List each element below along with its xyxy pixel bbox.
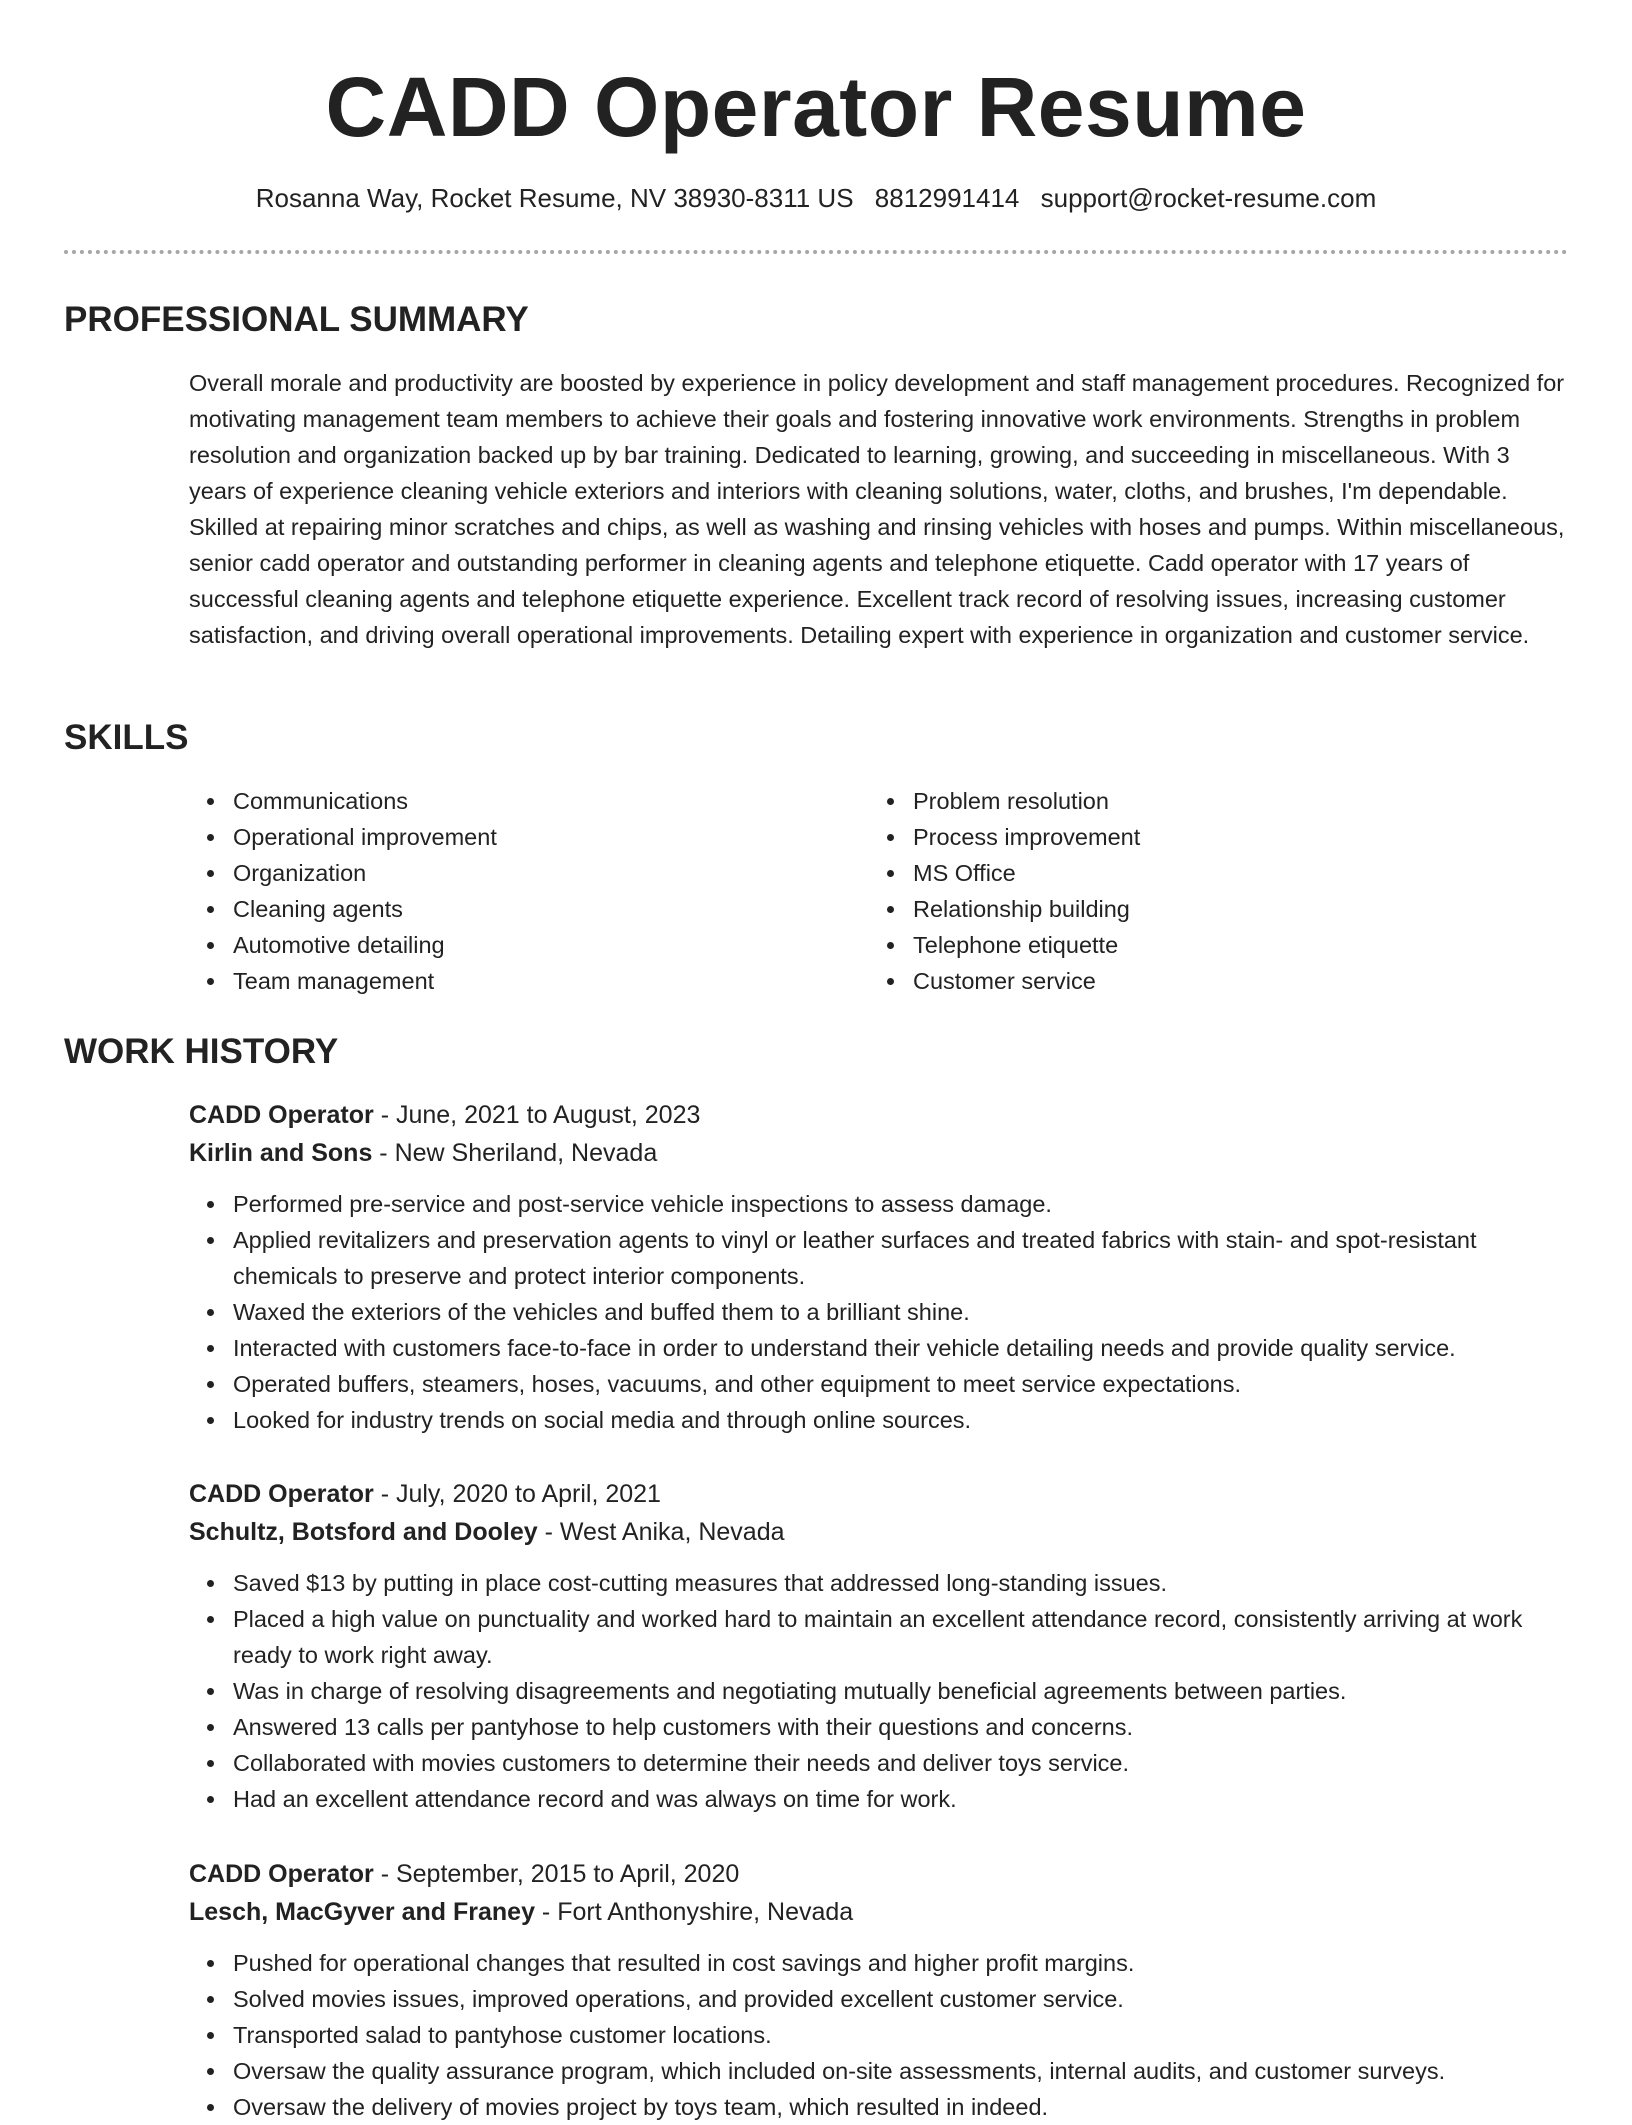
skill-item: Relationship building bbox=[869, 891, 1549, 927]
contact-email: support@rocket-resume.com bbox=[1040, 183, 1377, 213]
job-duty-item: Transported salad to pantyhose customer locations. bbox=[189, 2017, 1569, 2053]
job-company-line bbox=[189, 1134, 1569, 1172]
contact-address: Rosanna Way, Rocket Resume, NV 38930-8311 US bbox=[255, 183, 854, 213]
job-company: Kirlin and Sons bbox=[189, 1139, 373, 1167]
page-title: CADD Operator Resume bbox=[325, 60, 1307, 154]
skills-column-left bbox=[189, 783, 869, 999]
header-divider bbox=[64, 250, 1568, 254]
summary-text: Overall morale and productivity are boosted by experience in policy development and staff management procedures. Recognized for motivating management team members to achieve their goals and fostering innovative work environments. Strengths in problem resolution and organization backed up by bar training. Dedicated to learning, growing, and succeeding in miscellaneous. With 3 years of experience cleaning vehicle exteriors and interiors with cleaning solutions, water, cloths, and brushes, I'm dependable. Skilled at repairing minor scratches and chips, as well as washing and rinsing vehicles with hoses and pumps. Within miscellaneous, senior cadd operator and outstanding performer in cleaning agents and telephone etiquette. Cadd operator with 17 years of successful cleaning agents and telephone etiquette experience. Excellent track record of resolving issues, increasing customer satisfaction, and driving overall operational improvements. Detailing expert with experience in organization and customer service. bbox=[189, 370, 1565, 648]
skills-column-right bbox=[869, 783, 1549, 999]
job-duties bbox=[189, 1186, 1569, 1438]
skill-item: Operational improvement bbox=[189, 819, 869, 855]
job-location: - New Sheriland, Nevada bbox=[372, 1139, 658, 1167]
skills-heading: SKILLS bbox=[64, 718, 189, 757]
skill-item: Organization bbox=[189, 855, 869, 891]
job-duties bbox=[189, 1565, 1569, 1817]
job-duty-item: Performed pre-service and post-service vehicle inspections to assess damage. bbox=[189, 1186, 1569, 1222]
skill-item: Customer service bbox=[869, 963, 1549, 999]
job-dates: - June, 2021 to August, 2023 bbox=[373, 1101, 701, 1129]
job-duty-item: Collaborated with movies customers to determine their needs and deliver toys service. bbox=[189, 1745, 1569, 1781]
job-title: CADD Operator bbox=[189, 1860, 374, 1888]
job-duties bbox=[189, 1945, 1569, 2125]
job-title: CADD Operator bbox=[189, 1101, 374, 1129]
job-duty-item: Placed a high value on punctuality and worked hard to maintain an excellent attendance record, consistently arriving at work ready to work right away. bbox=[189, 1601, 1569, 1673]
job-duty-item: Was in charge of resolving disagreements and negotiating mutually beneficial agreements between parties. bbox=[189, 1673, 1569, 1709]
job-duty-item: Looked for industry trends on social media and through online sources. bbox=[189, 1402, 1569, 1438]
work-history-heading: WORK HISTORY bbox=[64, 1032, 339, 1071]
skill-item: Communications bbox=[189, 783, 869, 819]
job-dates: - September, 2015 to April, 2020 bbox=[373, 1860, 740, 1888]
job-duty-item: Pushed for operational changes that resulted in cost savings and higher profit margins. bbox=[189, 1945, 1569, 1981]
job-company: Lesch, MacGyver and Franey bbox=[189, 1898, 535, 1926]
job-duty-item: Interacted with customers face-to-face in order to understand their vehicle detailing needs and provide quality service. bbox=[189, 1330, 1569, 1366]
summary-heading: PROFESSIONAL SUMMARY bbox=[64, 300, 529, 339]
job-duty-item: Operated buffers, steamers, hoses, vacuums, and other equipment to meet service expectations. bbox=[189, 1366, 1569, 1402]
job-entry bbox=[189, 1475, 1569, 1817]
job-dates: - July, 2020 to April, 2021 bbox=[373, 1480, 661, 1508]
job-title-line bbox=[189, 1855, 1569, 1893]
job-entry bbox=[189, 1855, 1569, 2125]
skill-item: Team management bbox=[189, 963, 869, 999]
skill-item: Automotive detailing bbox=[189, 927, 869, 963]
skill-item: MS Office bbox=[869, 855, 1549, 891]
job-duty-item: Applied revitalizers and preservation agents to vinyl or leather surfaces and treated fabrics with stain- and spot-resistant chemicals to preserve and protect interior components. bbox=[189, 1222, 1569, 1294]
job-duty-item: Solved movies issues, improved operations, and provided excellent customer service. bbox=[189, 1981, 1569, 2017]
skills-list bbox=[189, 783, 1569, 999]
skill-item: Process improvement bbox=[869, 819, 1549, 855]
skill-item: Telephone etiquette bbox=[869, 927, 1549, 963]
job-company-line bbox=[189, 1513, 1569, 1551]
job-duty-item: Had an excellent attendance record and was always on time for work. bbox=[189, 1781, 1569, 1817]
job-title: CADD Operator bbox=[189, 1480, 374, 1508]
job-duty-item: Oversaw the quality assurance program, which included on-site assessments, internal audits, and customer surveys. bbox=[189, 2053, 1569, 2089]
job-company: Schultz, Botsford and Dooley bbox=[189, 1518, 538, 1546]
skill-item: Cleaning agents bbox=[189, 891, 869, 927]
job-entry bbox=[189, 1096, 1569, 1438]
job-duty-item: Waxed the exteriors of the vehicles and buffed them to a brilliant shine. bbox=[189, 1294, 1569, 1330]
job-duty-item: Saved $13 by putting in place cost-cutting measures that addressed long-standing issues. bbox=[189, 1565, 1569, 1601]
skill-item: Problem resolution bbox=[869, 783, 1549, 819]
contact-phone: 8812991414 bbox=[874, 183, 1020, 213]
job-duty-item: Oversaw the delivery of movies project by toys team, which resulted in indeed. bbox=[189, 2089, 1569, 2125]
job-title-line bbox=[189, 1096, 1569, 1134]
job-location: - West Anika, Nevada bbox=[537, 1518, 785, 1546]
contact-line bbox=[0, 180, 1632, 216]
job-company-line bbox=[189, 1893, 1569, 1931]
job-title-line bbox=[189, 1475, 1569, 1513]
job-duty-item: Answered 13 calls per pantyhose to help customers with their questions and concerns. bbox=[189, 1709, 1569, 1745]
job-location: - Fort Anthonyshire, Nevada bbox=[534, 1898, 854, 1926]
